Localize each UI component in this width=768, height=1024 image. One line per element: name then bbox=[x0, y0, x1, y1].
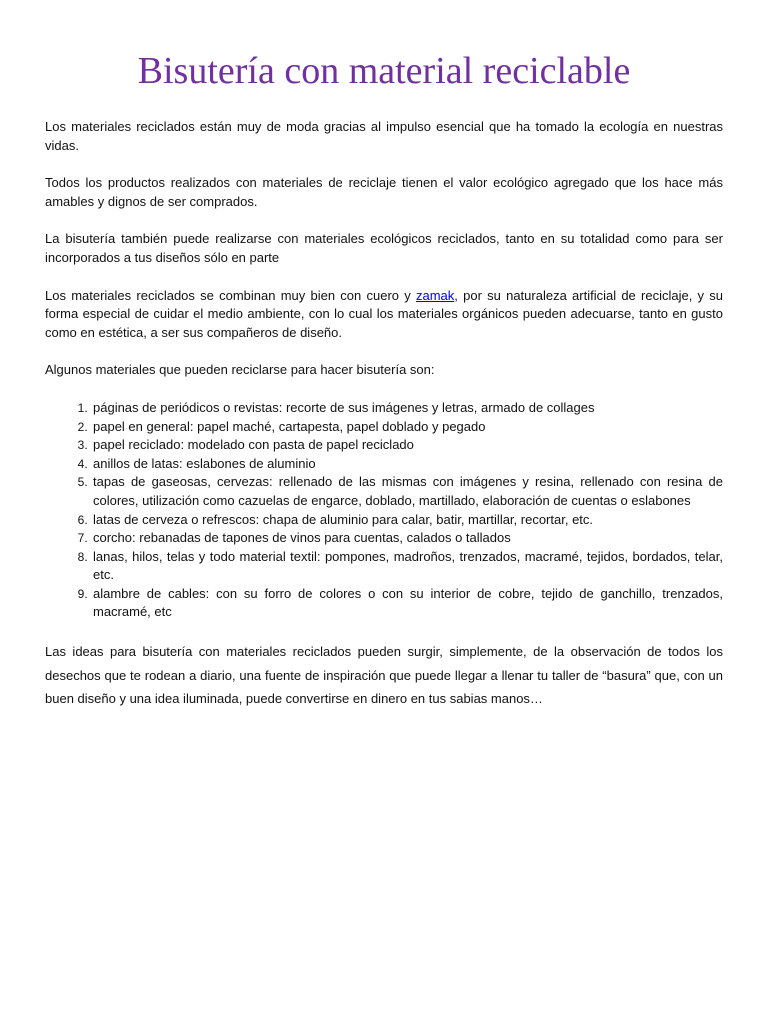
document-title: Bisutería con material reciclable bbox=[137, 50, 631, 92]
list-item: 9. alambre de cables: con su forro de colores o con su interior de cobre, tejido de ganchillo, trenzados, macramé, etc bbox=[91, 585, 723, 622]
document-page bbox=[45, 48, 723, 730]
paragraph-bisuteria: La bisutería también puede realizarse con materiales ecológicos reciclados, tanto en su totalidad como para ser incorporados a tus diseños sólo en parte bbox=[45, 231, 723, 265]
list-item: 2. papel en general: papel maché, cartapesta, papel doblado y pegado bbox=[91, 418, 723, 437]
list-item: 5. tapas de gaseosas, cervezas: rellenado de las mismas con imágenes y resina, rellenado con resina de colores, utilización como cazuelas de engarce, doblado, martillado, elaboración de cuentas o eslabones bbox=[91, 473, 723, 510]
materials-list bbox=[45, 399, 723, 622]
paragraph-products: Todos los productos realizados con materiales de reciclaje tienen el valor ecológico agregado que los hace más amables y dignos de ser comprados. bbox=[45, 175, 723, 209]
list-item: 7. corcho: rebanadas de tapones de vinos para cuentas, calados o tallados bbox=[91, 529, 723, 548]
list-item: 3. papel reciclado: modelado con pasta de papel reciclado bbox=[91, 436, 723, 455]
paragraph-intro: Los materiales reciclados están muy de moda gracias al impulso esencial que ha tomado la ecología en nuestras vidas. bbox=[45, 119, 723, 153]
zamak-link[interactable]: zamak bbox=[415, 287, 455, 303]
list-item: 1. páginas de periódicos o revistas: recorte de sus imágenes y letras, armado de collages bbox=[91, 399, 723, 418]
list-intro: Algunos materiales que pueden reciclarse para hacer bisutería son: bbox=[45, 362, 435, 378]
closing-paragraph: Las ideas para bisutería con materiales reciclados pueden surgir, simplemente, de la observación de todos los desechos que te rodean a diario, una fuente de inspiración que puede llegar a llenar tu taller de “basura” que, con un buen diseño y una idea iluminada, puede convertirse en dinero en tus sabias manos… bbox=[45, 644, 723, 707]
paragraph-materials-end: , por su naturaleza artificial de reciclaje, y su forma especial de cuidar el medio ambiente, con lo cual los materiales orgánicos pueden adecuarse, tanto en gusto como en estética, a ser sus compañeros de diseño. bbox=[45, 287, 723, 340]
paragraph-materials bbox=[45, 287, 723, 343]
paragraph-materials-start: Los materiales reciclados se combinan muy bien con cuero y bbox=[45, 287, 416, 303]
list-item: 6. latas de cerveza o refrescos: chapa de aluminio para calar, batir, martillar, recortar, etc. bbox=[91, 511, 723, 530]
list-item: 8. lanas, hilos, telas y todo material textil: pompones, madroños, trenzados, macramé, tejidos, bordados, telar, etc. bbox=[91, 548, 723, 585]
list-item: 4. anillos de latas: eslabones de aluminio bbox=[91, 455, 723, 474]
